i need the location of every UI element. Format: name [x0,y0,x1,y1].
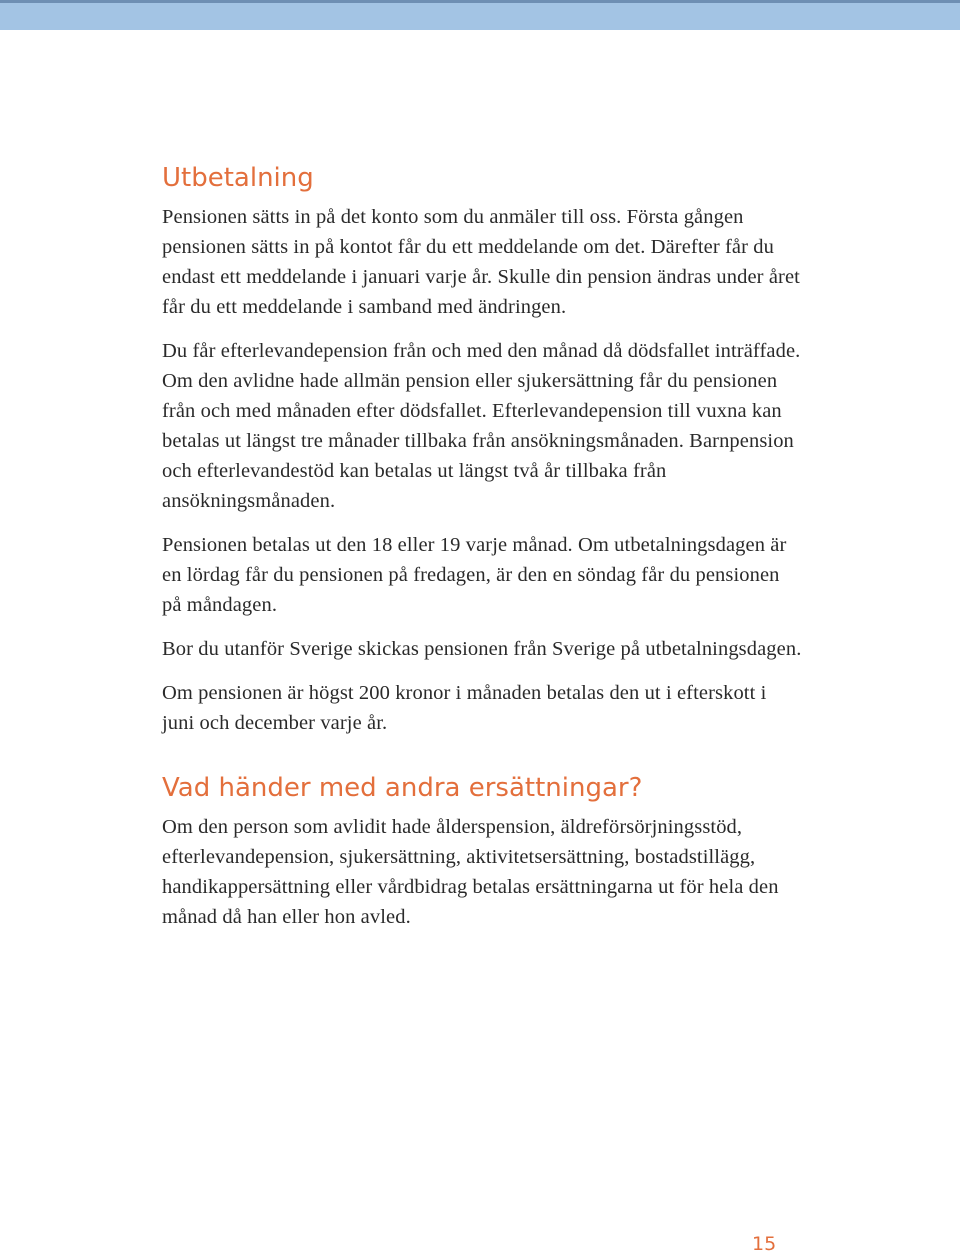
paragraph: Om den person som avlidit hade ålderspension, äldreförsörjningsstöd, efterlevandepension, sjukersättning, aktivitetsersättning, bostadstillägg, handikappersättning eller vårdbidrag betalas ersättningarna ut för hela den månad då han eller hon avled. [162,816,779,928]
section-heading: Utbetalning [162,163,314,193]
top-color-band [0,0,960,30]
section-heading: Vad händer med andra ersättningar? [162,773,643,803]
page-number: 15 [752,1233,777,1255]
paragraph: Bor du utanför Sverige skickas pensionen från Sverige på utbetalningsdagen. [162,638,802,660]
paragraph: Du får efterlevandepension från och med den månad då dödsfallet inträffade. Om den avlidne hade allmän pension eller sjukersättning får du pensionen från och med månaden efter dödsfallet. Efterlevandepension till vuxna kan betalas ut längst tre månader tillbaka från ansökningsmånaden. Barnpension och efterlevandestöd kan betalas ut längst två år tillbaka från ansökningsmånaden. [162,340,801,512]
section-andra-ersattningar [162,770,802,932]
paragraph: Pensionen betalas ut den 18 eller 19 varje månad. Om utbetalningsdagen är en lördag får du pensionen på fredagen, är den en söndag får du pensionen på måndagen. [162,534,787,616]
paragraph: Om pensionen är högst 200 kronor i månaden betalas den ut i efterskott i juni och december varje år. [162,682,767,734]
page-content [162,160,802,946]
section-utbetalning [162,160,802,738]
paragraph: Pensionen sätts in på det konto som du anmäler till oss. Första gången pensionen sätts in på kontot får du ett meddelande om det. Därefter får du endast ett meddelande i januari varje år. Skulle din pension ändras under året får du ett meddelande i samband med ändringen. [162,206,800,318]
